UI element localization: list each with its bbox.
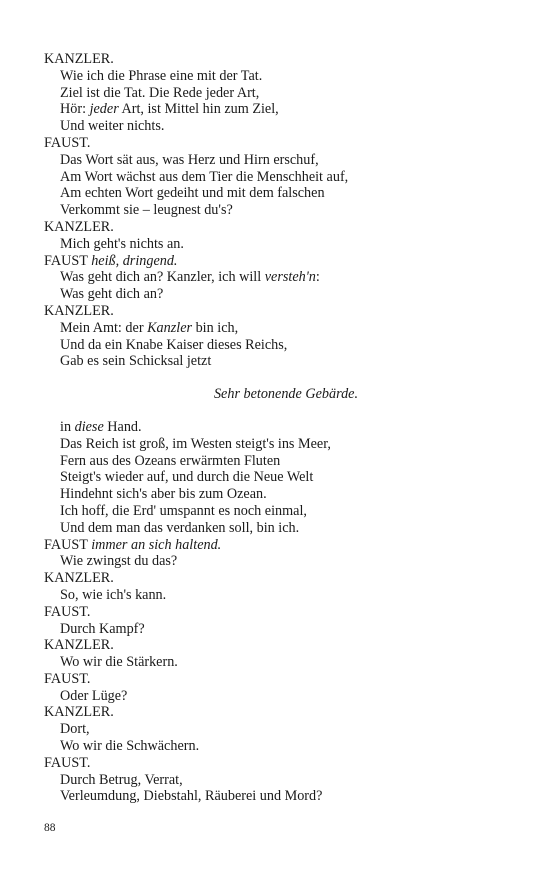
text-run: Am Wort wächst aus dem Tier die Menschheit auf,: [60, 168, 349, 185]
verse-line: [44, 688, 514, 705]
page-number: 88: [44, 822, 56, 834]
text-run: immer an sich haltend.: [91, 536, 222, 553]
text-run: Verkommt sie – leugnest du's?: [60, 202, 233, 219]
verse-line: [44, 152, 514, 169]
text-run: Fern aus des Ozeans erwärmten Fluten: [60, 452, 281, 469]
verse-line: [44, 419, 514, 436]
verse-line: [44, 520, 514, 537]
speaker-name: [44, 253, 514, 270]
text-run: Wie ich die Phrase eine mit der Tat.: [60, 67, 263, 84]
verse-line: [44, 486, 514, 503]
verse-line: [44, 469, 514, 486]
text-run: FAUST.: [44, 134, 91, 151]
text-run: Mich geht's nichts an.: [60, 235, 184, 252]
text-run: Gab es sein Schicksal jetzt: [60, 353, 212, 370]
text-run: Und weiter nichts.: [60, 118, 165, 135]
verse-line: [44, 269, 514, 286]
text-run: Kanzler: [147, 319, 193, 336]
text-run: KANZLER.: [44, 51, 114, 67]
text-run: bin ich,: [192, 319, 239, 336]
text-run: Steigt's wieder auf, und durch die Neue Welt: [60, 469, 314, 486]
text-run: Das Reich ist groß, im Westen steigt's ins Meer,: [60, 435, 331, 452]
text-run: in: [60, 418, 75, 435]
speaker-name: [44, 219, 514, 236]
text-run: Art, ist Mittel hin zum Ziel,: [118, 101, 279, 118]
text-run: :: [315, 269, 320, 286]
text-run: Und da ein Knabe Kaiser dieses Reichs,: [60, 336, 288, 353]
text-run: Wo wir die Schwächern.: [60, 738, 200, 755]
text-run: Das Wort sät aus, was Herz und Hirn erschuf,: [60, 151, 319, 168]
text-run: KANZLER.: [44, 302, 114, 319]
verse-line: [44, 621, 514, 638]
text-run: So, wie ich's kann.: [60, 586, 167, 603]
text-run: KANZLER.: [44, 637, 114, 654]
verse-line: [44, 202, 514, 219]
speaker-name: [44, 570, 514, 587]
text-run: Mein Amt: der: [60, 319, 148, 336]
text-run: FAUST: [44, 536, 92, 553]
text-run: Wie zwingst du das?: [60, 553, 178, 570]
text-run: KANZLER.: [44, 570, 114, 587]
verse-line: [44, 788, 514, 805]
text-run: KANZLER.: [44, 218, 114, 235]
text-run: jeder: [89, 101, 119, 118]
verse-line: [44, 503, 514, 520]
verse-line: [44, 453, 514, 470]
text-run: diese: [74, 418, 104, 435]
speaker-name: [44, 604, 514, 621]
stage-direction: [44, 386, 514, 403]
text-run: Ziel ist die Tat. Die Rede jeder Art,: [60, 84, 260, 101]
verse-line: [44, 236, 514, 253]
text-run: Am echten Wort gedeiht und mit dem falschen: [60, 185, 325, 202]
text-run: Hand.: [103, 418, 142, 435]
verse-line: [44, 436, 514, 453]
speaker-name: [44, 135, 514, 152]
text-run: Sehr betonende Gebärde.: [213, 386, 359, 403]
verse-line: [44, 553, 514, 570]
text-run: heiß, dringend.: [91, 252, 178, 269]
text-run: KANZLER.: [44, 704, 114, 721]
verse-line: [44, 185, 514, 202]
verse-line: [44, 101, 514, 118]
text-run: Dort,: [60, 721, 90, 738]
verse-line: [44, 738, 514, 755]
text-run: Durch Kampf?: [60, 620, 145, 637]
verse-line: [44, 721, 514, 738]
speaker-name: [44, 51, 514, 68]
text-run: FAUST.: [44, 754, 91, 771]
text-run: Was geht dich an? Kanzler, ich will: [60, 269, 265, 286]
speaker-name: [44, 671, 514, 688]
text-run: FAUST: [44, 252, 92, 269]
speaker-name: [44, 303, 514, 320]
verse-line: [44, 118, 514, 135]
text-run: FAUST.: [44, 670, 91, 687]
text-run: FAUST.: [44, 603, 91, 620]
text-run: Was geht dich an?: [60, 286, 164, 303]
verse-line: [44, 169, 514, 186]
verse-line: [44, 654, 514, 671]
speaker-name: [44, 637, 514, 654]
text-run: Ich hoff, die Erd' umspannt es noch einmal,: [60, 502, 307, 519]
speaker-name: [44, 537, 514, 554]
speaker-name: [44, 704, 514, 721]
text-run: Verleumdung, Diebstahl, Räuberei und Mord?: [60, 788, 323, 805]
book-page-text: [44, 51, 514, 805]
text-run: Hör:: [60, 101, 90, 118]
text-run: Oder Lüge?: [60, 687, 128, 704]
text-run: Durch Betrug, Verrat,: [60, 771, 183, 788]
verse-line: [44, 286, 514, 303]
speaker-name: [44, 755, 514, 772]
verse-line: [44, 68, 514, 85]
verse-line: [44, 85, 514, 102]
text-run: Wo wir die Stärkern.: [60, 654, 178, 671]
verse-line: [44, 587, 514, 604]
text-run: Hindehnt sich's aber bis zum Ozean.: [60, 486, 267, 503]
verse-line: [44, 353, 514, 370]
text-run: Und dem man das verdanken soll, bin ich.: [60, 519, 300, 536]
text-run: versteh'n: [264, 269, 316, 286]
verse-line: [44, 772, 514, 789]
verse-line: [44, 337, 514, 354]
verse-line: [44, 320, 514, 337]
